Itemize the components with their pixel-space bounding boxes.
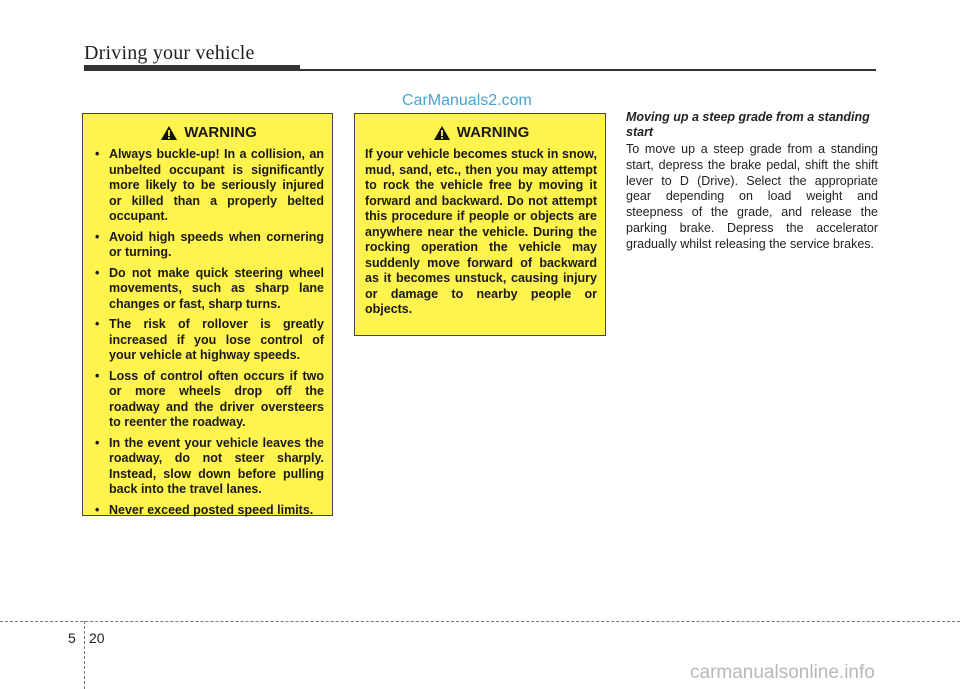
warning-item: • The risk of rollover is greatly increased if you lose control of your vehicle at highway speeds. xyxy=(93,317,324,364)
header-rule-thick xyxy=(84,65,300,71)
warning-item: • Loss of control often occurs if two or more wheels drop off the roadway and the driver oversteers to reenter the roadway. xyxy=(93,369,324,431)
warning-item: • In the event your vehicle leaves the roadway, do not steer sharply. Instead, slow down before pulling back into the travel lanes. xyxy=(93,436,324,498)
section-body: To move up a steep grade from a standing start, depress the brake pedal, shift the shift lever to D (Drive). Select the appropriate gear depending on load weight and steepness of the grade, and release the parking brake. Depress the accelerator gradually whilst releasing the service brakes. xyxy=(626,142,878,251)
warning-heading xyxy=(365,124,597,141)
warning-title: WARNING xyxy=(456,124,530,141)
warning-list xyxy=(93,147,324,518)
footer-divider xyxy=(84,621,85,689)
warning-triangle-icon xyxy=(433,125,451,141)
warning-triangle-icon xyxy=(160,125,178,141)
warning-item: • Avoid high speeds when cornering or turning. xyxy=(93,230,324,261)
warning-box-stuck xyxy=(354,113,606,336)
warning-box-safety xyxy=(82,113,333,516)
warning-text: If your vehicle becomes stuck in snow, mud, sand, etc., then you may attempt to rock the vehicle free by moving it forward and backward. Do not attempt this procedure if people or objects are anywhere near the vehicle. During the rocking operation the vehicle may suddenly move forward of backward as it becomes unstuck, causing injury or damage to nearby people or objects. xyxy=(365,147,597,316)
header-rule-thin xyxy=(300,69,876,71)
footer-rule xyxy=(0,621,960,622)
warning-item: • Never exceed posted speed limits. xyxy=(93,503,324,519)
chapter-number: 5 xyxy=(68,630,76,646)
watermark-top-link[interactable]: CarManuals2.com xyxy=(402,92,532,109)
section-heading: Moving up a steep grade from a standing start xyxy=(626,110,870,139)
page-header-title: Driving your vehicle xyxy=(84,42,255,64)
page-number: 20 xyxy=(89,630,105,646)
warning-heading xyxy=(93,124,324,141)
warning-title: WARNING xyxy=(184,124,257,141)
warning-item: • Always buckle-up! In a collision, an unbelted occupant is significantly more likely to be seriously injured or killed than a properly belted occupant. xyxy=(93,147,324,225)
watermark-bottom-link[interactable]: carmanualsonline.info xyxy=(690,662,875,683)
warning-item: • Do not make quick steering wheel movements, such as sharp lane changes or fast, sharp turns. xyxy=(93,266,324,313)
